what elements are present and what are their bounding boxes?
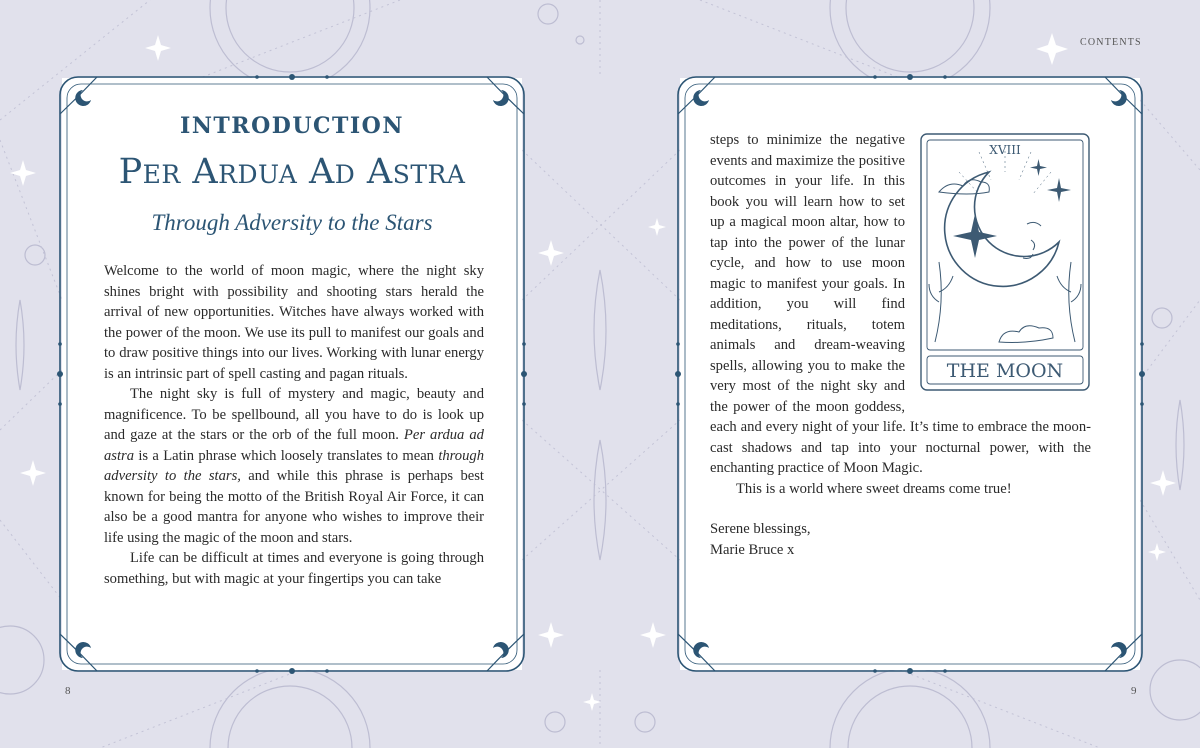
tarot-card-moon xyxy=(919,132,1091,394)
paragraph: Life can be difficult at times and everyone is going through something, but with magic at your fingertips you can take xyxy=(104,550,484,587)
text-run: The night sky is full of mystery and magic, beauty and magnificence. To be spellbound, all you have to do is look up and gaze at the stars or the orb of the full moon. xyxy=(104,386,484,443)
star-icon xyxy=(953,214,997,258)
chapter-title: Per Ardua Ad Astra xyxy=(118,152,466,192)
chapter-subtitle: Through Adversity to the Stars xyxy=(151,210,433,235)
page-number-left: 8 xyxy=(65,685,71,697)
tarot-name: THE MOON xyxy=(946,360,1064,382)
signature: Marie Bruce x xyxy=(710,541,795,558)
tarot-number: XVIII xyxy=(989,143,1021,157)
paragraph: steps to minimize the negative events and maximize the positive outcomes in your life. In this book you will learn how to set up a magical moon altar, how to tap into the power of the lunar cycle, and how to use moon magic to manifest your goals. In addition, you will find meditations, rituals, totem animals and dream-weaving spells, allowing you to make the very most of the night sky and the power of the moon goddess, each and every night of your life. It’s time to embrace the moon-cast shadows and tap into your nocturnal power, with the enchanting practice of Moon Magic. xyxy=(710,132,1091,476)
closing-line: Serene blessings, xyxy=(710,521,811,537)
left-body-text xyxy=(104,261,484,589)
latin-phrase: Per ardua ad astra xyxy=(104,427,484,464)
paragraph: Welcome to the world of moon magic, where the night sky shines bright with possibility and shooting stars herald the arrival of new opportunities. Witches have always worked with the power of the moon. We use its pull to manifest our goals and to draw positive things into our lives. Working with lunar energy is an intrinsic part of spell casting and pagan rituals. xyxy=(104,263,484,382)
star-icon xyxy=(1047,178,1071,202)
paragraph: This is a world where sweet dreams come true! xyxy=(736,480,1012,497)
chapter-label: INTRODUCTION xyxy=(180,113,404,139)
translation-phrase: through adversity to the stars, xyxy=(104,447,484,484)
crescent-moon-icon xyxy=(945,172,1059,286)
text-run: is a Latin phrase which loosely translates to mean xyxy=(134,447,439,464)
paragraph xyxy=(104,384,484,548)
page-number-right: 9 xyxy=(1131,685,1137,697)
right-body-text xyxy=(710,130,1091,560)
running-head: CONTENTS xyxy=(1080,37,1142,48)
text-run: and while this phrase is perhaps best known for being the motto of the British Royal Air Force, it can also be a good mantra for anyone who wishes to improve their life using the magic of the moon and stars. xyxy=(104,468,484,546)
star-icon xyxy=(1030,159,1047,176)
